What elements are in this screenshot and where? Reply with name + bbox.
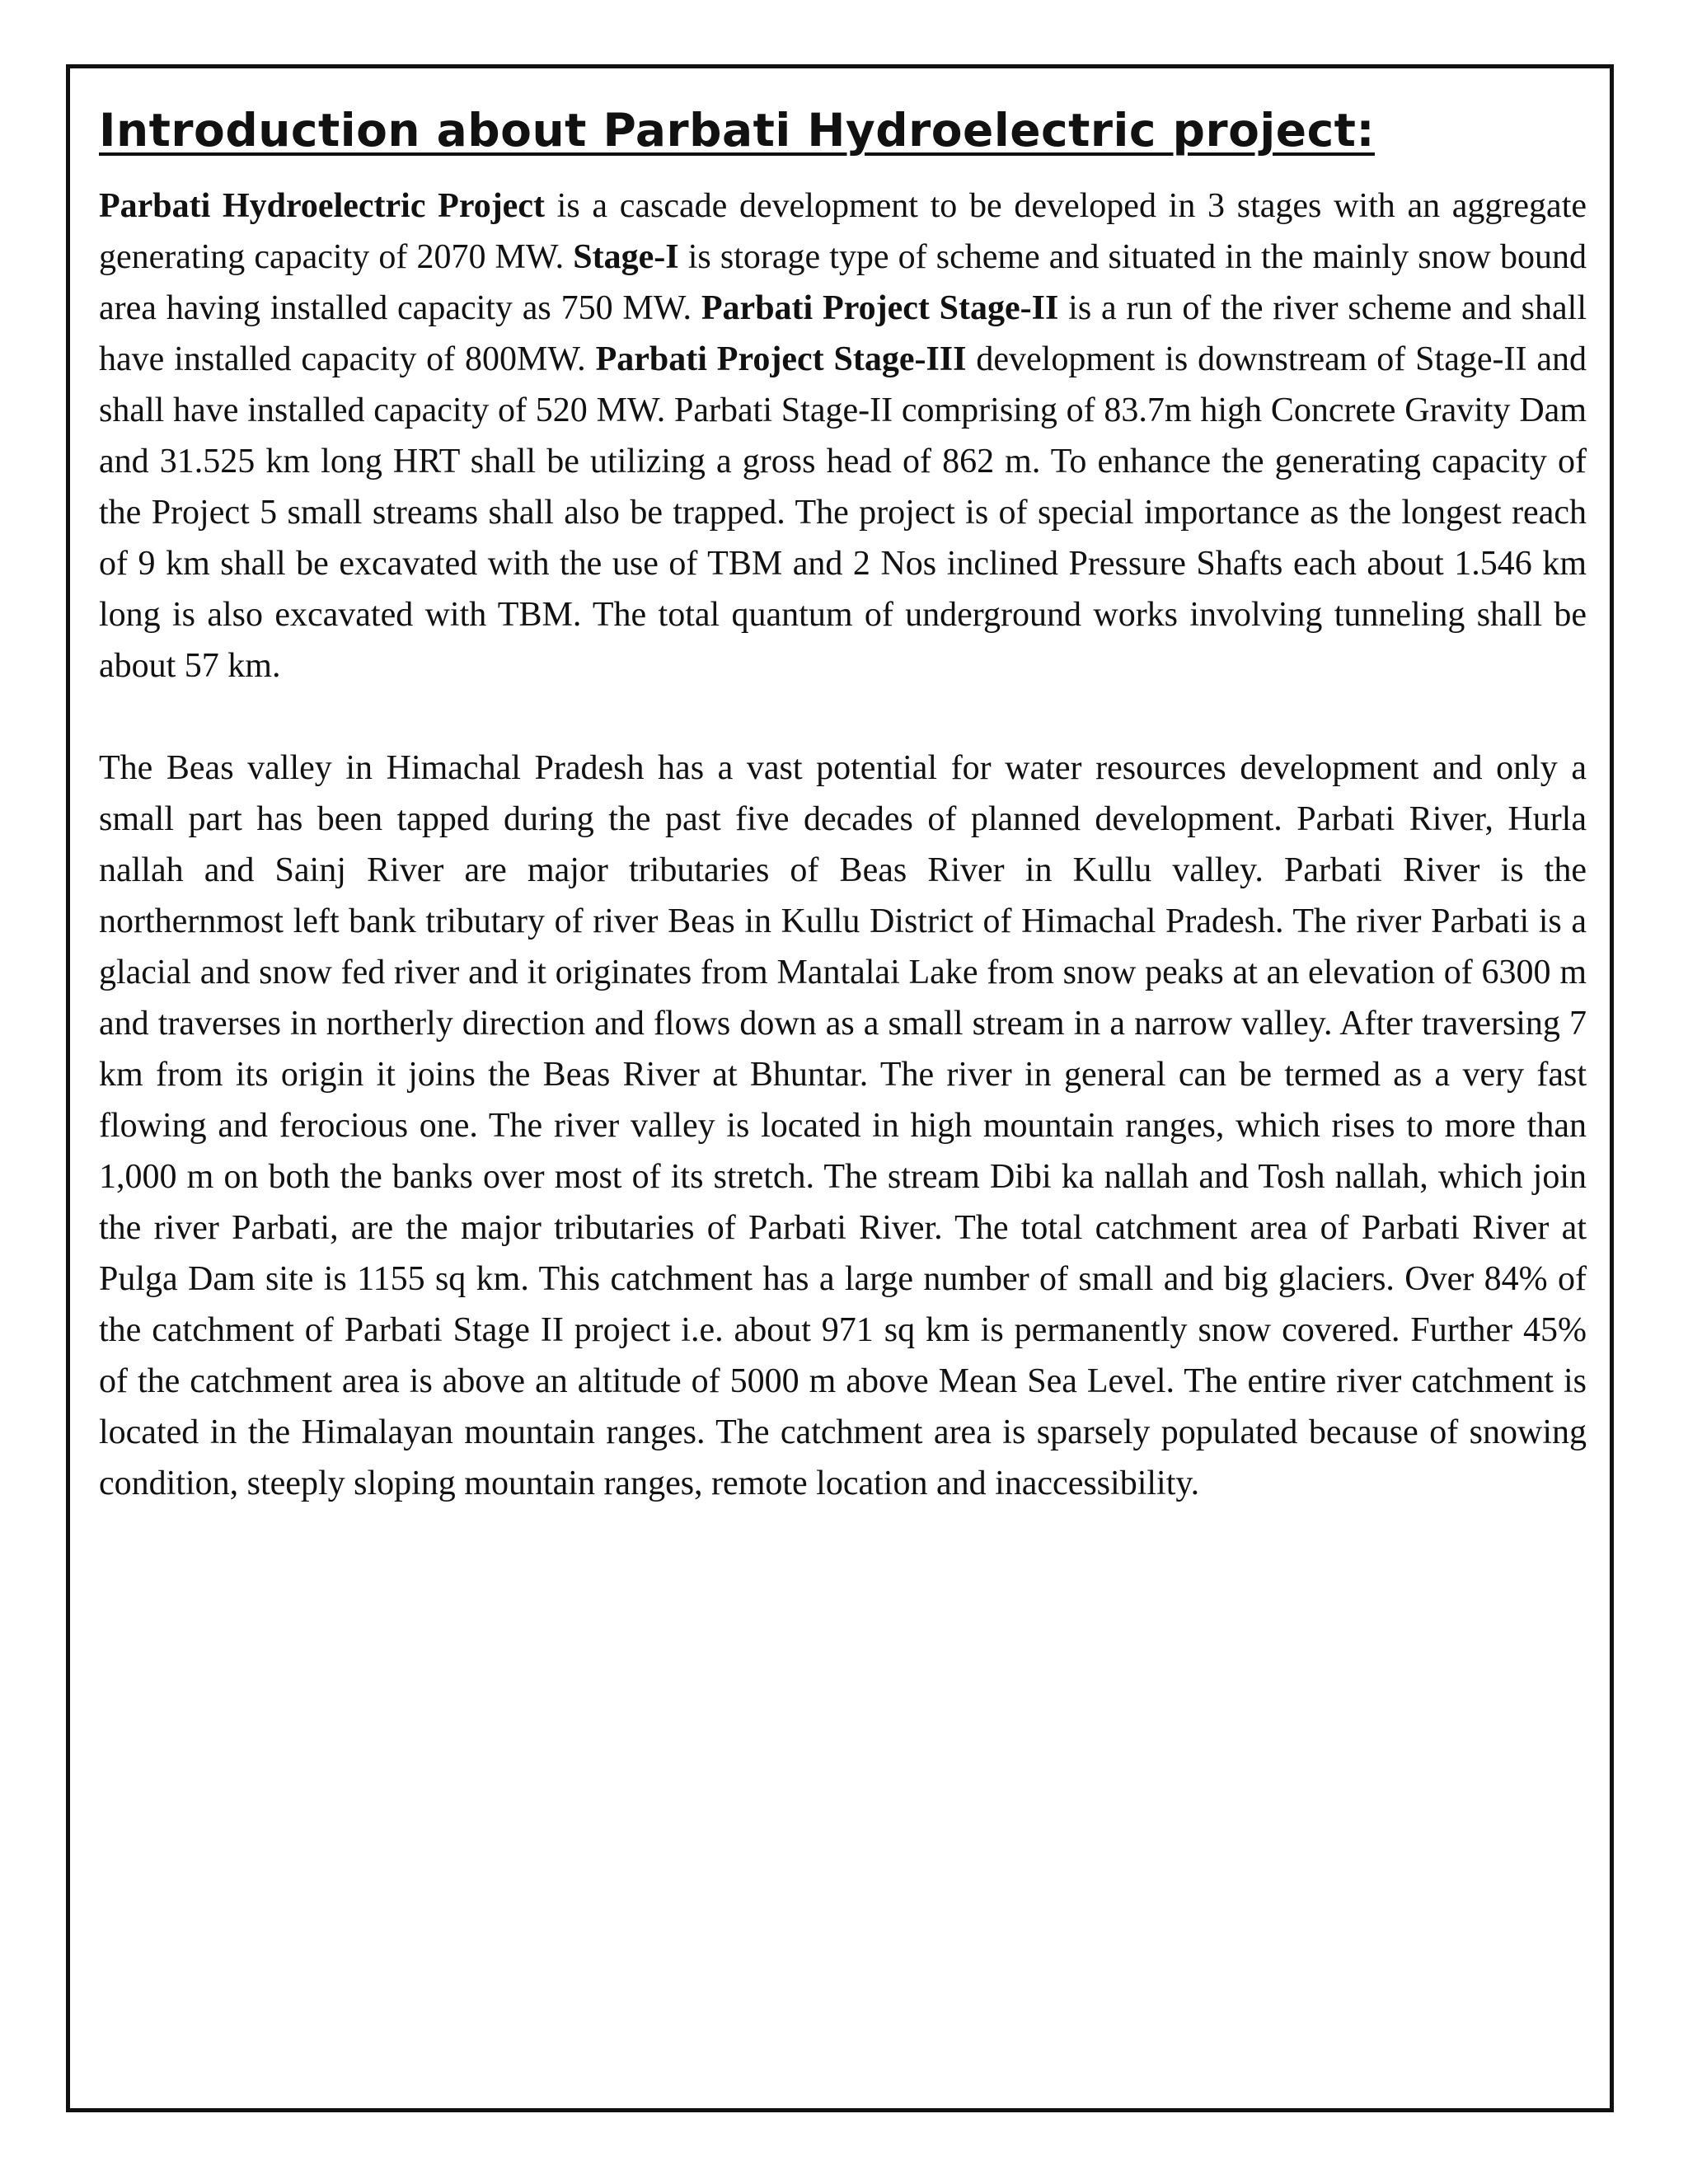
intro-text-1: is a cascade development to be developed in 3 stages with an aggregate generating capacity of 2070 MW.: [99, 187, 1587, 276]
intro-text-4: development is downstream of Stage-II and shall have installed capacity of 520 MW. Parbati Stage-II comprising of 83.7m high Concrete Gravity Dam and 31.525 km long HRT shall be utilizing a gross head of 862 m. To enhance the generating capacity of the Project 5 small streams shall also be trapped. The project is of special importance as the longest reach of 9 km shall be excavated with the use of TBM and 2 Nos inclined Pressure Shafts each about 1.546 km long is also excavated with TBM. The total quantum of underground works involving tunneling shall be about 57 km.: [99, 340, 1587, 685]
document-body: [99, 103, 1587, 1509]
paragraph-beas-valley: The Beas valley in Himachal Pradesh has a vast potential for water resources development and only a small part has been tapped during the past five decades of planned development. Parbati River, Hurla nallah and Sainj River are major tributaries of Beas River in Kullu valley. Parbati River is the northernmost left bank tributary of river Beas in Kullu District of Himachal Pradesh. The river Parbati is a glacial and snow fed river and it originates from Mantalai Lake from snow peaks at an elevation of 6300 m and traverses in northerly direction and flows down as a small stream in a narrow valley. After traversing 7 km from its origin it joins the Beas River at Bhuntar. The river in general can be termed as a very fast flowing and ferocious one. The river valley is located in high mountain ranges, which rises to more than 1,000 m on both the banks over most of its stretch. The stream Dibi ka nallah and Tosh nallah, which join the river Parbati, are the major tributaries of Parbati River. The total catchment area of Parbati River at Pulga Dam site is 1155 sq km. This catchment has a large number of small and big glaciers. Over 84% of the catchment of Parbati Stage II project i.e. about 971 sq km is permanently snow covered. Further 45% of the catchment area is above an altitude of 5000 m above Mean Sea Level. The entire river catchment is located in the Himalayan mountain ranges. The catchment area is sparsely populated because of snowing condition, steeply sloping mountain ranges, remote location and inaccessibility.: [99, 749, 1587, 1502]
bold-stage-1: Stage-I: [573, 238, 679, 276]
bold-stage-3: Parbati Project Stage-III: [595, 340, 967, 378]
bold-stage-2: Parbati Project Stage-II: [701, 289, 1059, 327]
intro-text-2: is storage type of scheme and situated in the mainly snow bound area having installed capacity as 750 MW.: [99, 238, 1587, 327]
document-title: Introduction about Parbati Hydroelectric project:: [99, 104, 1375, 157]
paragraph-intro: [99, 180, 1587, 691]
bold-project-name: Parbati Hydroelectric Project: [99, 187, 545, 225]
intro-text-3: is a run of the river scheme and shall have installed capacity of 800MW.: [99, 289, 1587, 378]
